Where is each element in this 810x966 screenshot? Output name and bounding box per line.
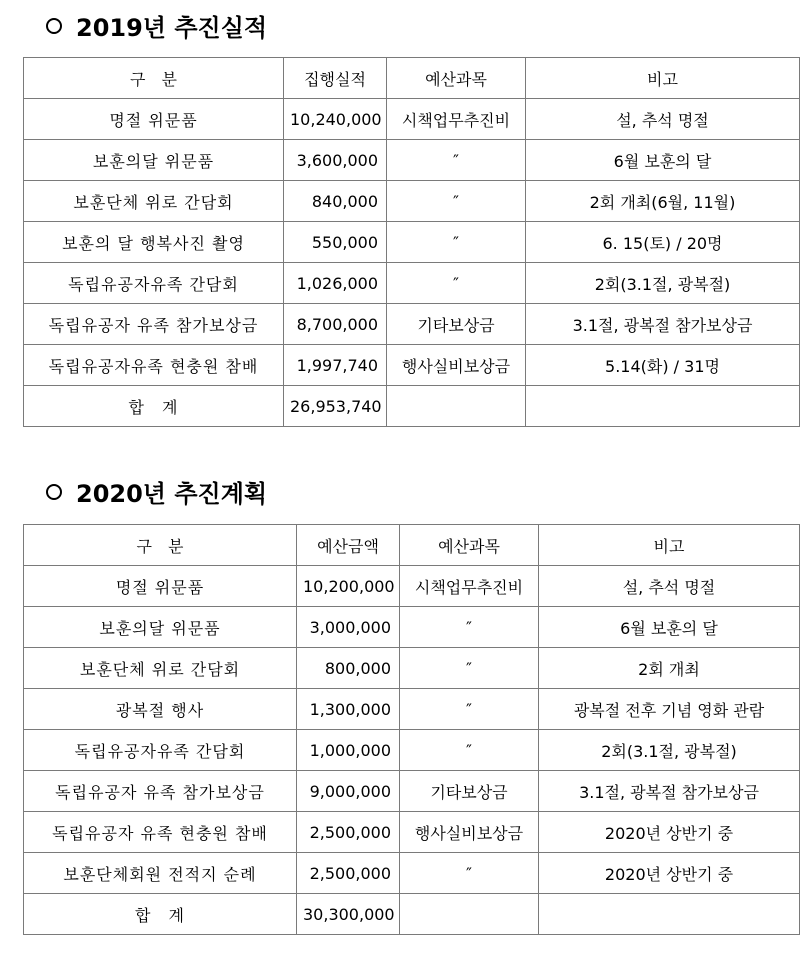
row-remarks: 6월 보훈의 달 [539, 607, 800, 648]
row-amount: 2,500,000 [297, 853, 400, 894]
table-2019-results [23, 57, 800, 427]
total-row [24, 386, 800, 427]
header-category: 구 분 [24, 58, 284, 99]
row-category: 보훈단체 위로 간담회 [24, 648, 297, 689]
row-remarks: 2회 개최 [539, 648, 800, 689]
total-label: 합 계 [24, 386, 284, 427]
total-budget-item [400, 894, 539, 935]
table-row [24, 566, 800, 607]
row-budget-item: ″ [400, 607, 539, 648]
row-budget-item: ″ [387, 140, 526, 181]
table-row [24, 812, 800, 853]
table-row [24, 304, 800, 345]
row-amount: 10,240,000 [284, 99, 387, 140]
table-row [24, 771, 800, 812]
row-category: 독립유공자유족 간담회 [24, 730, 297, 771]
row-budget-item: ″ [400, 689, 539, 730]
row-category: 보훈단체회원 전적지 순례 [24, 853, 297, 894]
row-budget-item: 행사실비보상금 [400, 812, 539, 853]
row-remarks: 설, 추석 명절 [539, 566, 800, 607]
total-row [24, 894, 800, 935]
section-2020-title: 2020년 추진계획 [76, 480, 268, 508]
row-remarks: 2020년 상반기 중 [539, 853, 800, 894]
table-header-row [24, 525, 800, 566]
row-amount: 550,000 [284, 222, 387, 263]
table-row [24, 730, 800, 771]
header-amount: 집행실적 [284, 58, 387, 99]
table-row [24, 345, 800, 386]
row-amount: 10,200,000 [297, 566, 400, 607]
row-amount: 1,997,740 [284, 345, 387, 386]
table-row [24, 607, 800, 648]
total-amount: 30,300,000 [297, 894, 400, 935]
section-2019-heading [46, 8, 267, 43]
row-amount: 3,000,000 [297, 607, 400, 648]
row-amount: 2,500,000 [297, 812, 400, 853]
header-remarks: 비고 [526, 58, 800, 99]
total-remarks [539, 894, 800, 935]
row-budget-item: 시책업무추진비 [400, 566, 539, 607]
row-budget-item: ″ [387, 222, 526, 263]
section-2019-title: 2019년 추진실적 [76, 14, 268, 42]
row-remarks: 2회 개최(6월, 11월) [526, 181, 800, 222]
row-amount: 840,000 [284, 181, 387, 222]
table-row [24, 263, 800, 304]
circle-bullet-icon [46, 18, 62, 34]
table-header-row [24, 58, 800, 99]
row-amount: 3,600,000 [284, 140, 387, 181]
row-budget-item: ″ [400, 648, 539, 689]
row-remarks: 3.1절, 광복절 참가보상금 [539, 771, 800, 812]
header-budget-item: 예산과목 [400, 525, 539, 566]
row-remarks: 5.14(화) / 31명 [526, 345, 800, 386]
table-row [24, 853, 800, 894]
table-row [24, 222, 800, 263]
row-category: 보훈의달 위문품 [24, 140, 284, 181]
row-category: 명절 위문품 [24, 566, 297, 607]
row-remarks: 3.1절, 광복절 참가보상금 [526, 304, 800, 345]
row-budget-item: ″ [400, 853, 539, 894]
row-budget-item: 시책업무추진비 [387, 99, 526, 140]
row-remarks: 2회(3.1절, 광복절) [539, 730, 800, 771]
row-budget-item: ″ [400, 730, 539, 771]
total-amount: 26,953,740 [284, 386, 387, 427]
row-remarks: 설, 추석 명절 [526, 99, 800, 140]
row-remarks: 2회(3.1절, 광복절) [526, 263, 800, 304]
row-category: 독립유공자 유족 참가보상금 [24, 771, 297, 812]
row-category: 보훈단체 위로 간담회 [24, 181, 284, 222]
row-category: 보훈의 달 행복사진 촬영 [24, 222, 284, 263]
row-remarks: 광복절 전후 기념 영화 관람 [539, 689, 800, 730]
circle-bullet-icon [46, 484, 62, 500]
row-budget-item: ″ [387, 181, 526, 222]
row-amount: 9,000,000 [297, 771, 400, 812]
row-category: 보훈의달 위문품 [24, 607, 297, 648]
section-2020-heading [46, 474, 267, 509]
header-amount: 예산금액 [297, 525, 400, 566]
total-label: 합 계 [24, 894, 297, 935]
row-amount: 800,000 [297, 648, 400, 689]
total-budget-item [387, 386, 526, 427]
row-amount: 8,700,000 [284, 304, 387, 345]
row-remarks: 6월 보훈의 달 [526, 140, 800, 181]
row-budget-item: ″ [387, 263, 526, 304]
row-amount: 1,000,000 [297, 730, 400, 771]
table-row [24, 181, 800, 222]
row-remarks: 6. 15(토) / 20명 [526, 222, 800, 263]
row-amount: 1,026,000 [284, 263, 387, 304]
table-2020-plan [23, 524, 800, 935]
row-category: 명절 위문품 [24, 99, 284, 140]
total-remarks [526, 386, 800, 427]
row-budget-item: 기타보상금 [387, 304, 526, 345]
row-category: 광복절 행사 [24, 689, 297, 730]
table-row [24, 648, 800, 689]
row-category: 독립유공자유족 현충원 참배 [24, 345, 284, 386]
row-category: 독립유공자 유족 참가보상금 [24, 304, 284, 345]
table-row [24, 140, 800, 181]
row-category: 독립유공자유족 간담회 [24, 263, 284, 304]
row-budget-item: 행사실비보상금 [387, 345, 526, 386]
header-remarks: 비고 [539, 525, 800, 566]
table-row [24, 689, 800, 730]
row-budget-item: 기타보상금 [400, 771, 539, 812]
table-row [24, 99, 800, 140]
row-category: 독립유공자 유족 현충원 참배 [24, 812, 297, 853]
header-category: 구 분 [24, 525, 297, 566]
header-budget-item: 예산과목 [387, 58, 526, 99]
row-remarks: 2020년 상반기 중 [539, 812, 800, 853]
row-amount: 1,300,000 [297, 689, 400, 730]
